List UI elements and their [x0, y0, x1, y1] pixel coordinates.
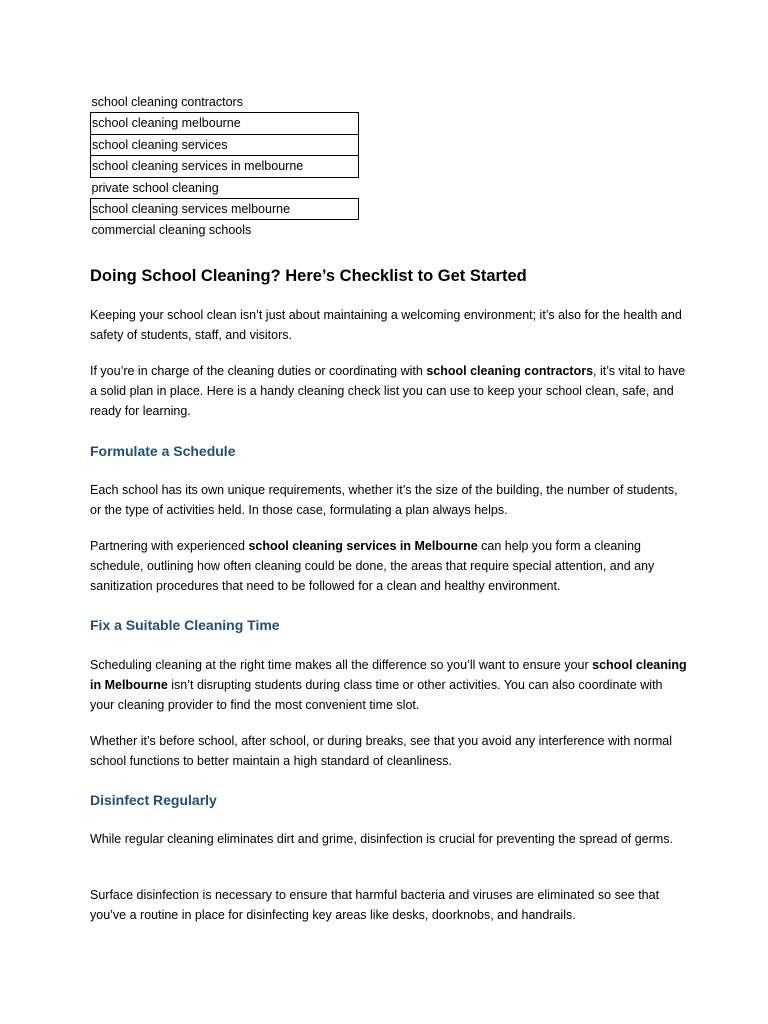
paragraph-text: Scheduling cleaning at the right time makes all the difference so you’ll want to ensure your	[90, 658, 593, 672]
section-heading-schedule: Formulate a Schedule	[90, 443, 236, 459]
keyword-table	[90, 92, 359, 241]
disinfect-paragraph-2: Surface disinfection is necessary to ensure that harmful bacteria and viruses are eliminated so see that you’ve a routine in place for disinfecting key areas like desks, doorknobs, and handrails.	[90, 888, 660, 923]
table-row	[91, 177, 359, 198]
keyword-cell: school cleaning services in melbourne	[91, 156, 359, 177]
page-title: Doing School Cleaning? Here’s Checklist to Get Started	[90, 267, 527, 285]
paragraph-text: can help you form a cleaning schedule, outlining how often cleaning could be done, the areas that require special attention, and any sanitization procedures that need to be followed for a clean and healthy environment.	[90, 539, 655, 594]
bold-keyword: school cleaning in Melbourne	[90, 658, 687, 693]
intro-paragraph-1: Keeping your school clean isn’t just about maintaining a welcoming environment; it’s also for the health and safety of students, staff, and visitors.	[90, 308, 682, 343]
bold-keyword: school cleaning services in Melbourne	[248, 539, 478, 553]
table-row	[91, 92, 359, 113]
paragraph-text: isn’t disrupting students during class time or other activities. You can also coordinate with your cleaning provider to find the most convenient time slot.	[90, 678, 663, 713]
section-heading-disinfect: Disinfect Regularly	[90, 792, 217, 808]
schedule-paragraph-1: Each school has its own unique requirements, whether it’s the size of the building, the number of students, or the type of activities held. In those case, formulating a plan always helps.	[90, 483, 678, 518]
cleaning-time-paragraph-1	[90, 655, 690, 716]
table-row	[91, 156, 359, 177]
paragraph-text: , it’s vital to have a solid plan in place. Here is a handy cleaning check list you can use to keep your school clean, safe, and ready for learning.	[90, 364, 686, 419]
intro-paragraph-2	[90, 361, 690, 422]
section-heading-cleaning-time: Fix a Suitable Cleaning Time	[90, 617, 280, 633]
keyword-cell: private school cleaning	[91, 180, 219, 195]
disinfect-paragraph-1: While regular cleaning eliminates dirt and grime, disinfection is crucial for preventing the spread of germs.	[90, 832, 673, 846]
paragraph-text: Partnering with experienced	[90, 539, 249, 553]
schedule-paragraph-2	[90, 536, 690, 597]
table-row	[91, 220, 359, 241]
keyword-cell: school cleaning melbourne	[91, 113, 359, 134]
paragraph-text: If you’re in charge of the cleaning duties or coordinating with	[90, 364, 427, 378]
keyword-cell: school cleaning contractors	[91, 95, 243, 109]
keyword-cell: school cleaning services	[91, 134, 359, 155]
keyword-cell: school cleaning services melbourne	[91, 199, 359, 220]
bold-keyword: school cleaning contractors	[426, 364, 594, 378]
table-row	[91, 134, 359, 155]
table-row	[91, 199, 359, 220]
keyword-cell: commercial cleaning schools	[91, 223, 252, 238]
table-row	[91, 113, 359, 134]
cleaning-time-paragraph-2: Whether it’s before school, after school, or during breaks, see that you avoid any interference with normal school functions to better maintain a high standard of cleanliness.	[90, 734, 673, 769]
